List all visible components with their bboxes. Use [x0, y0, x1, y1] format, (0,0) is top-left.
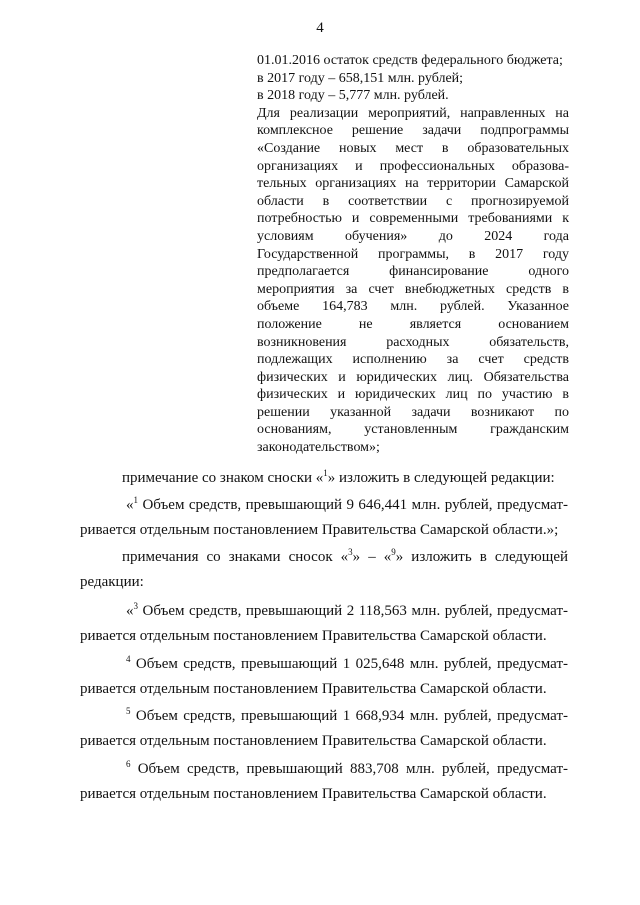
column-line: Государственной программы, в 2017 году — [257, 246, 569, 262]
footnote-line: «$^1$ Объем средств, превышающий 9 646,441 млн. рублей, предусмат- — [126, 495, 568, 513]
note-line: примечания со знаками сносок «$^3$» – «$^9$» изложить в следующей — [122, 547, 569, 565]
footnote-marker: 4 — [126, 654, 131, 664]
column-line: мероприятия за счет внебюджетных средств в — [257, 281, 569, 297]
footnote-line: $^4$ Объем средств, превышающий 1 025,648 млн. рублей, предусмат- — [126, 654, 568, 672]
column-line: 01.01.2016 остаток средств федерального бюджета; — [257, 53, 563, 68]
footnote-line: $^6$ Объем средств, превышающий 883,708 млн. рублей, предусмат- — [126, 759, 568, 777]
amendment-column — [257, 52, 569, 457]
footnote-marker: 1 — [133, 495, 138, 505]
column-line: комплексное решение задачи подпрограммы — [257, 123, 569, 139]
note-footnotes-3-9 — [80, 549, 568, 591]
footnote-marker: 9 — [391, 547, 396, 557]
footnote-line: ривается отдельным постановлением Правительства Самарской области. — [80, 733, 547, 749]
footnote-line: ривается отдельным постановлением Правительства Самарской области. — [80, 628, 547, 644]
column-line: в 2018 году – 5,777 млн. рублей. — [257, 88, 449, 104]
column-line: физических и юридических лиц по участию в — [257, 387, 569, 403]
footnote-1-text — [80, 497, 568, 539]
footnote-line: ривается отдельным постановлением Правительства Самарской области.»; — [80, 522, 559, 538]
column-line: законодательством»; — [257, 440, 380, 456]
page-number: 4 — [316, 20, 324, 36]
footnote-marker: 5 — [126, 706, 131, 716]
column-line: Для реализации мероприятий, направленных на — [257, 105, 569, 121]
column-line: положение не является основанием — [257, 316, 569, 332]
footnote-line: $^5$ Объем средств, превышающий 1 668,934 млн. рублей, предусмат- — [126, 706, 568, 724]
column-line: «Создание новых мест в образовательных — [257, 140, 569, 156]
footnote-marker: 3 — [133, 601, 138, 611]
footnote-5-text — [80, 708, 568, 750]
column-line: потребностью и современными требованиями к — [257, 211, 569, 227]
column-line: объеме 164,783 млн. рублей. Указанное — [257, 299, 569, 315]
column-line: основаниям, установленным гражданским — [257, 422, 569, 438]
footnote-marker: 1 — [323, 468, 328, 478]
column-line: организациях и профессиональных образова- — [257, 158, 569, 174]
footnote-4-text — [80, 656, 568, 698]
column-line: физических и юридических лиц. Обязательства — [257, 369, 569, 385]
column-line: подлежащих исполнению за счет средств — [257, 352, 569, 368]
column-line: возникновения расходных обязательств, — [257, 334, 569, 350]
column-line: тельных организациях на территории Самарской — [257, 176, 569, 192]
column-line: области в соответствии с прогнозируемой — [257, 193, 569, 209]
footnote-6-text — [80, 761, 568, 803]
footnote-line: ривается отдельным постановлением Правительства Самарской области. — [80, 681, 547, 697]
footnote-line: «$^3$ Объем средств, превышающий 2 118,563 млн. рублей, предусмат- — [126, 601, 568, 619]
note-footnote-1 — [80, 470, 568, 487]
column-line: предполагается финансирование одного — [257, 264, 569, 280]
footnote-line: ривается отдельным постановлением Правительства Самарской области. — [80, 786, 547, 802]
note-line: редакции: — [80, 574, 144, 590]
note-line: примечание со знаком сноски «$^1$» изложить в следующей редакции: — [122, 468, 555, 486]
footnote-marker: 6 — [126, 759, 131, 769]
footnote-marker: 3 — [348, 547, 353, 557]
column-line: условиям обучения» до 2024 года — [257, 228, 569, 244]
column-line: решении указанной задачи возникают по — [257, 404, 569, 420]
column-line: в 2017 году – 658,151 млн. рублей; — [257, 70, 464, 86]
footnote-3-text — [80, 603, 568, 645]
